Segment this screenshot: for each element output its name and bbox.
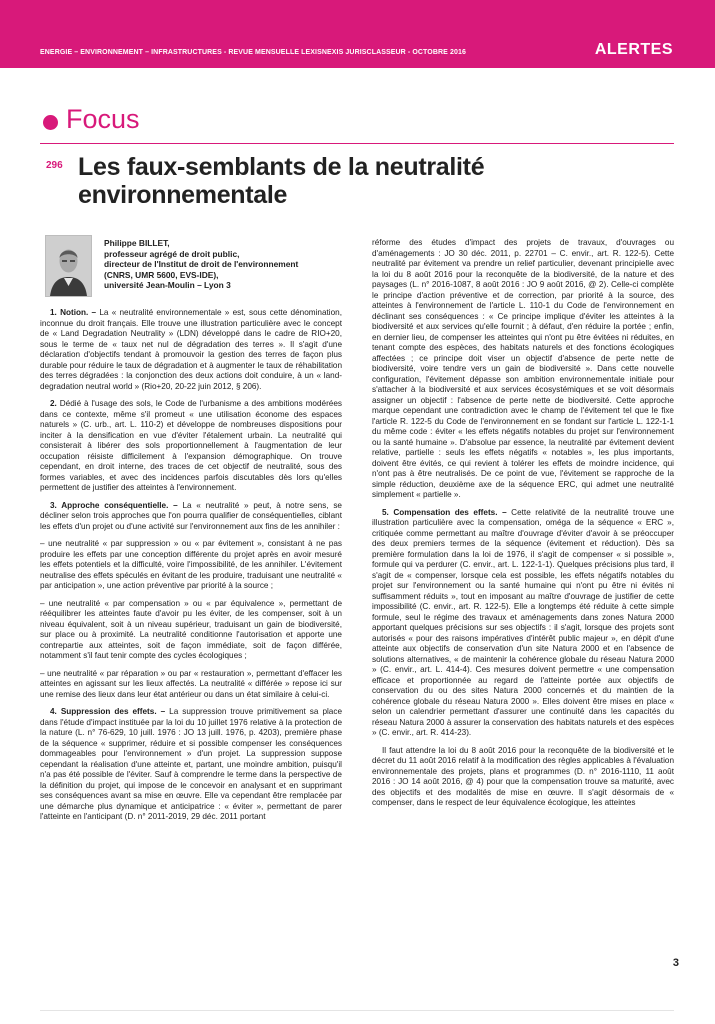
header-band xyxy=(0,0,715,68)
list-item: – une neutralité « par réparation » ou par « restauration », permettant d'effacer les atteintes en agissant sur les lieux affectés. La neutralité « différée » repose ici sur une remise des lieux dans leur état antérieur ou dans un état similaire à celui-ci. xyxy=(40,668,342,699)
paragraph: 2. Dédié à l'usage des sols, le Code de l'urbanisme a des ambitions modérées dans ce contexte, même s'il promeut « une utilisation économe des espaces naturels » (C. urb., art. L. 110-2) et développe de nombreuses dispositions pour inciter à la densification en vue d'éviter l'étalement urbain. La neutralité qui consisterait à libérer des sols proportionnellement à l'augmentation de leur occupation réisiste difficilement à l'expansion démographique. On trouve cependant, en droit interne, des traces de cet objectif de neutralité, sous des formes variables, et avec des incidences parfois discutables dès lors qu'elles permettent de justifier des atteintes à l'environnement. xyxy=(40,399,342,492)
author-photo xyxy=(45,235,92,297)
article-number: 296 xyxy=(46,160,63,171)
author-lab: (CNRS, UMR 5600, EVS-IDE), xyxy=(104,269,219,280)
page-number: 3 xyxy=(672,957,679,969)
running-head: ENERGIE – ENVIRONNEMENT – INFRASTRUCTURES - REVUE MENSUELLE LEXISNEXIS JURISCLASSEUR - OCTOBRE 2016 xyxy=(40,49,466,56)
list-item: – une neutralité « par compensation » ou « par équivalence », permettant de rééquilibrer les atteintes faute d'avoir pu les éviter, de les compenser, soit à un niveau équivalent, soit à un niveau supérieur, traduisant un gain de biodiversité, sur place ou à proximité. La neutralité conditionne l'autorisation et apporte une contrepartie aux atteintes, soit de façon immédiate, soit de façon différée, notamment s'il faut tenir compte des cycles écologiques ; xyxy=(40,598,342,660)
paragraph: 4. Suppression des effets. – La suppression trouve primitivement sa place dans l'étude d'impact instituée par la loi du 10 juillet 1976 relative à la protection de la nature (L. n° 76-629, 10 juill. 1976 : JO 13 juill. 1976, p. 4203), première phase de la séquence « supprimer, réduire et si possible compenser les conséquences dommageables pour l'environnement » d'un projet. La suppression suppose cependant la réalisation d'une atteinte et, partant, une moindre ambition, puisqu'il n'a pas été possible de l'éviter. Sauf à comprendre le terme dans la perspective de la définition du projet, qui impose de le concevoir en analysant et en supprimant ses conséquences avant sa mise en œuvre. Elle va cependant être remplacée par une démarche plus dynamique et anticipatrice : « éviter », permettant de parer l'atteinte en l'anticipant (D. n° 2011-2019, 29 déc. 2011 portant xyxy=(40,707,343,821)
focus-label: Focus xyxy=(66,104,140,134)
left-column xyxy=(40,308,342,830)
author-name: Philippe BILLET, xyxy=(104,238,170,248)
paragraph: 3. Approche conséquentielle. – La « neutralité » peut, à notre sens, se décliner selon trois approches que l'on pourra qualifier de conséquentielles, ciblant les effets d'un projet ou d'une activité sur l'environnement aux fins de les annihiler : xyxy=(40,500,342,531)
focus-bullet-icon xyxy=(43,115,58,130)
author-role: directeur de l'Institut de droit de l'environnement xyxy=(104,259,299,270)
author-university: université Jean-Moulin – Lyon 3 xyxy=(104,280,231,291)
right-column xyxy=(372,238,674,816)
section-name: ALERTES xyxy=(594,41,673,58)
paragraph: réforme des études d'impact des projets de travaux, d'ouvrages ou d'aménagements : JO 30 déc. 2011, p. 22701 – C. envir., art. R. 122-5). Cette neutralité par évitement va prendre un relief particulier, devenant principielle avec la loi du 8 août 2016 pour la reconquête de la biodiversité, de la nature et des paysages (L. n° 2016-1087, 8 août 2016 : JO 9 août 2016, @ 2). Celle-ci complète le principe d'action préventive et de correction, par priorité à la source, des atteintes à l'environnement de l'article L. 110-1 du Code de l'environnement en déclinant ses conséquences : « Ce principe implique d'éviter les atteintes à la biodiversité et aux services qu'elle fournit ; à défaut, d'en réduire la portée ; enfin, en dernier lieu, de compenser les atteintes qui n'ont pu être évitées ni réduites, en tenant compte des espèces, des habitats naturels et des fonctions écologiques affectées ; ce principe doit viser un objectif d'absence de perte nette de biodiversité, voire tendre vers un gain de biodiversité ». Dans cette nouvelle configuration, l'évitement dépasse son ambition environnementale initiale pour s'attacher à la biodiversité et aux services écosystémiques et se voit désormais assigner un objectif : l'absence de perte nette de biodiversité. Cette approche marque cependant une contradiction avec le champ de l'évitement tel que le fixe l'article R. 122-5 du Code de l'environnement en se fondant sur l'article L. 122-1-1 du même code : éviter « les effets négatifs notables du projet sur l'environnement ou la santé humaine ». D'absolue par essence, la neutralité par évitement devient relative, partielle : seuls les effets négatifs « notables », les plus importants, doivent être évités, ce qui revient à tolérer les effets de moindre incidence, qui n'ont pas à être neutralisés. De ce point de vue, l'évitement se rapproche de la simple réduction, deuxième axe de la séquence ERC, qui admet une neutralité simplement « partielle ». xyxy=(372,238,674,499)
paragraph: 1. Notion. – La « neutralité environnementale » est, sous cette dénomination, inconnue du droit français. Elle trouve une illustration particulière avec le concept de « Land Degradation Neutrality » (LDN) développé dans le cadre de RIO+20, sous le terme de « taux net nul de dégradation des terres ». Il s'agit d'une déclaration d'objectifs tendant à promouvoir la gestion des terres de façon plus durable pour réduire le taux de dégradation et à augmenter le taux de réhabilitation des terres dégradées : la conjonction des deux actions doit conduire, à un « land-degradation neutral world » (Rio+20, 20-22 juin 2012, § 206). xyxy=(40,308,342,391)
bottom-rule xyxy=(40,1010,674,1011)
section-divider xyxy=(40,143,674,144)
author-info xyxy=(104,238,344,291)
author-title: professeur agrégé de droit public, xyxy=(104,248,240,259)
paragraph: Il faut attendre la loi du 8 août 2016 pour la reconquête de la biodiversité et le décret du 11 août 2016 relatif à la modification des règles applicables à l'évaluation environnementale des projets, plans et programmes (D. n° 2016-1110, 11 août 2016 : JO 14 août 2016, @ 4) pour que la compensation trouve sa maturité, avec des objectifs et des modalités de mise en œuvre. Il s'agit désormais de « compenser, dans le respect de leur équivalence écologique, les atteintes xyxy=(372,745,674,807)
paragraph: 5. Compensation des effets. – Cette relativité de la neutralité trouve une illustration particulière avec la compensation, oméga de la séquence « ERC », critiquée comme permettant au maître d'ouvrage d'éviter d'avoir à se préoccuper des deux premiers termes de la séquence (évitement et réduction). Dès sa première formulation dans la loi de 1976, il s'agit de compenser « si possible », formule qui va perdurer (C. envir., art. L. 122-1-1). Quelques précisions plus tard, il s'agit de « compenser, lorsque cela est possible, les effets négatifs notables du projet sur l'environnement ou la santé humaine qui n'ont pu être ni évités ni suffisamment réduits », tout en imposant au maître d'ouvrage de justifier de cette impossibilité (C. envir., art. R. 122-5). Elle a longtemps été réduite à cette simple formule, seul le régime des travaux et aménagements dans zones Natura 2000 apportant quelques précisions sur ses objectifs : il s'agit, lorsque des projets sont autorisés « pour des raisons impératives d'intérêt public majeur », en dépit d'une atteinte aux objectifs de conservation d'un site Natura 2000 et en l'absence de solutions alternatives, « de maintenir la cohérence globale du réseau Natura 2000 » (C. envir., art. L. 414-4). Ces mesures doivent permettre « une compensation efficace et proportionnée au regard de l'atteinte portée aux objectifs de conservation du ou des sites Natura 2000 concernés et du maintien de la cohérence globale du réseau Natura 2000 ». Elles doivent être mises en place « selon un calendrier permettant d'assurer une continuité dans les capacités du réseau Natura 2000 à assurer la conservation des habitats naturels et des espèces » (C. envir., art. R. 414-23). xyxy=(372,507,674,737)
list-item: – une neutralité « par suppression » ou « par évitement », consistant à ne pas produire les effets par une conception différente du projet après en avoir mesuré les effets potentiels et la difficulté, voire l'impossibilité, de les annihiler. L'évitement neutralise des effets spéculés en évitant de les produire, traduisant une neutralité « par anticipation », une action préventive par priorité à la source ; xyxy=(40,539,342,590)
article-title: Les faux-semblants de la neutralité environnementale xyxy=(78,153,485,209)
